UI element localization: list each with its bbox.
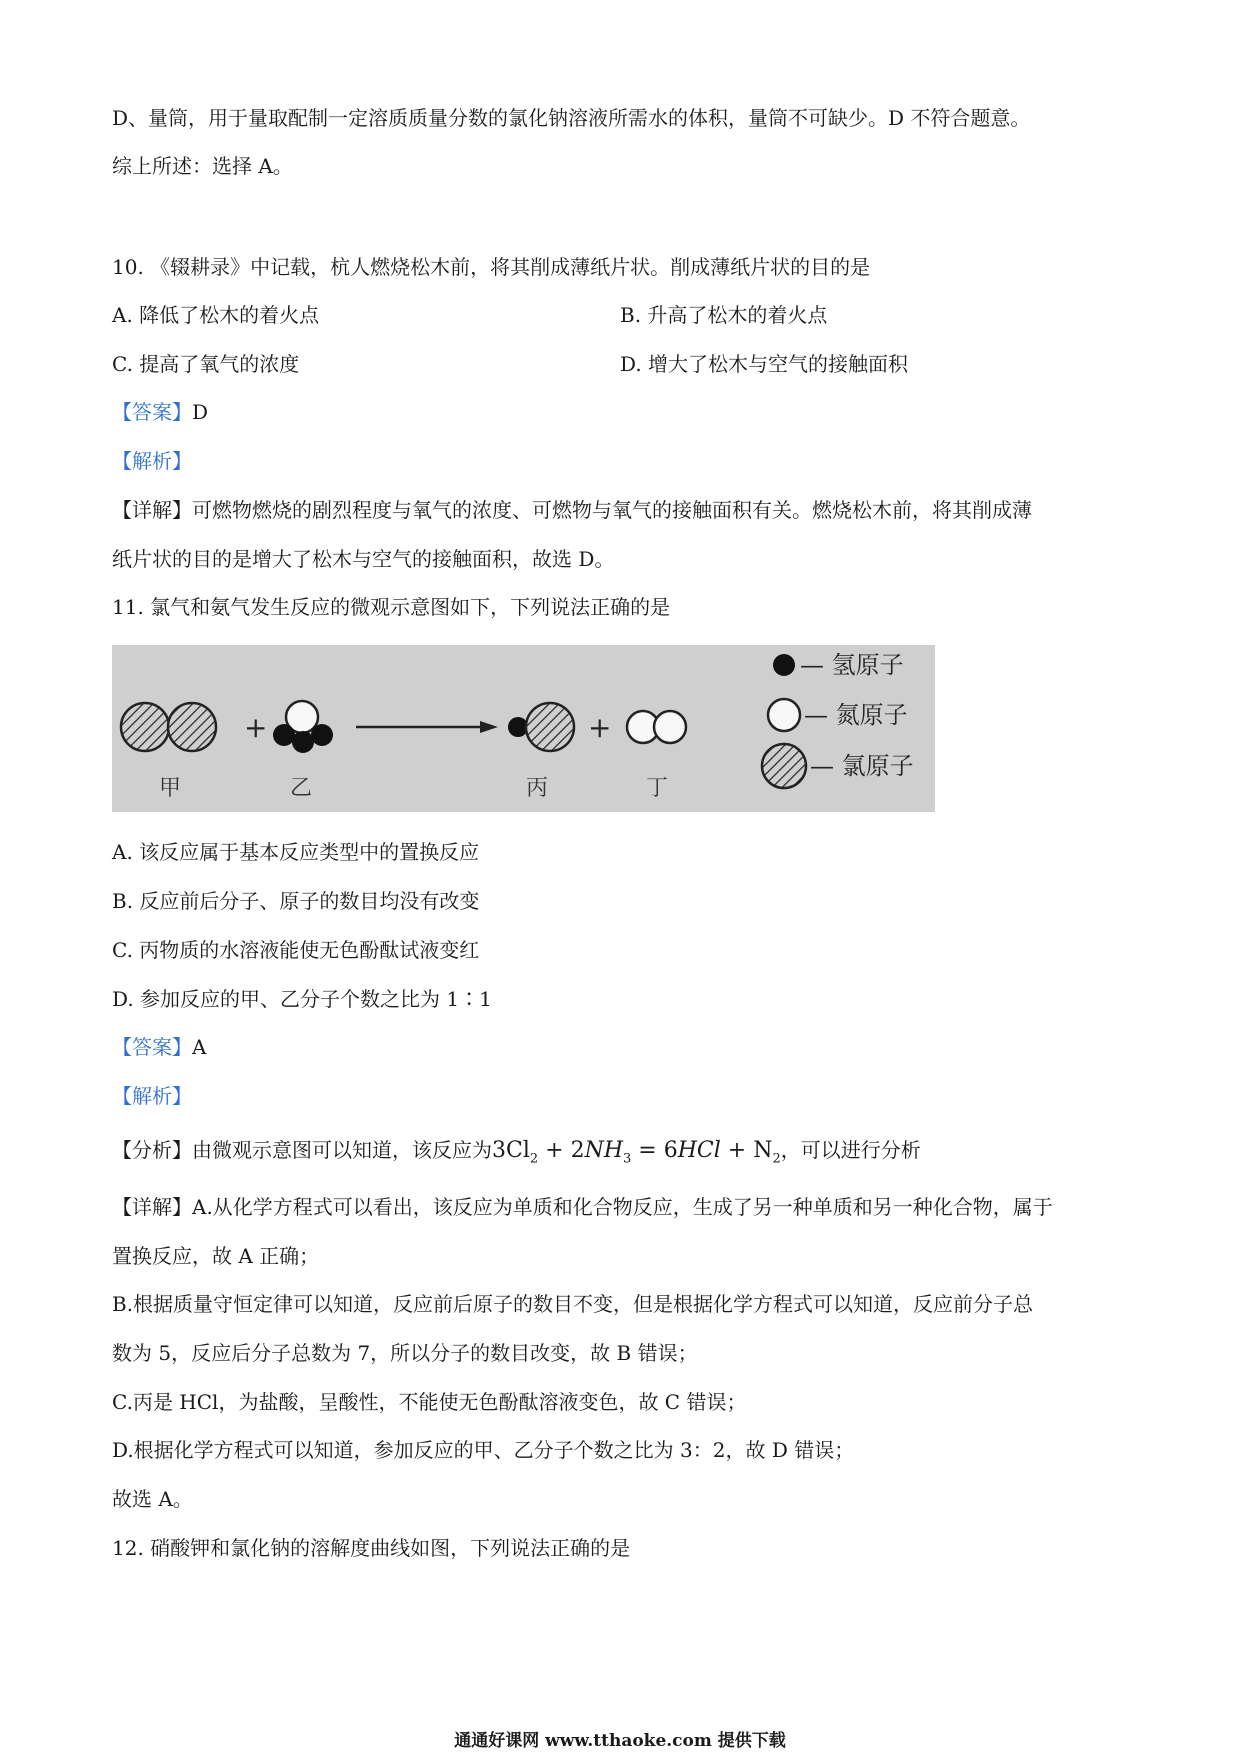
analysis-tag: 【解析】 (112, 1084, 192, 1108)
molecule-ding (627, 711, 686, 743)
q11-detail-b-line-2: 数为 5，反应后分子总数为 7，所以分子的数目改变，故 B 错误； (112, 1341, 698, 1365)
label-bing: 丙 (526, 776, 549, 801)
q10-answer (112, 398, 208, 426)
legend-chlorine: — 氯原子 (810, 752, 914, 780)
q12-stem: 12. 硝酸钾和氯化钠的溶解度曲线如图，下列说法正确的是 (112, 1536, 631, 1560)
q11-detail-d: D.根据化学方程式可以知道，参加反应的甲、乙分子个数之比为 3：2，故 D 错误； (112, 1438, 855, 1462)
q11-option-c: C. 丙物质的水溶液能使无色酚酞试液变红 (112, 938, 480, 962)
q11-detail-c: C.丙是 HCl，为盐酸，呈酸性，不能使无色酚酞溶液变色，故 C 错误； (112, 1390, 747, 1414)
q11-option-a: A. 该反应属于基本反应类型中的置换反应 (112, 840, 480, 864)
q10-stem: 10. 《辍耕录》中记载，杭人燃烧松木前，将其削成薄纸片状。削成薄纸片状的目的是 (112, 255, 871, 279)
q11-answer (112, 1033, 206, 1061)
q10-option-a: A. 降低了松木的着火点 (112, 303, 320, 327)
chemical-equation: $3Cl_2 + 2NH_3 = 6HCl + N_2$ (492, 1138, 781, 1167)
molecule-bing (508, 703, 574, 751)
q11-analysis-tag (112, 1082, 192, 1110)
q10-analysis-tag (112, 447, 192, 475)
q11-conclusion: 故选 A。 (112, 1487, 193, 1511)
q11-detail-b-line-1: B.根据质量守恒定律可以知道，反应前后原子的数目不变，但是根据化学方程式可以知道，反应前分子总 (112, 1292, 1034, 1316)
plus-sign-2: + (588, 711, 612, 744)
plus-sign-1: + (244, 711, 268, 744)
reaction-diagram (112, 645, 935, 812)
label-ding: 丁 (646, 776, 669, 801)
fenxi-post: ，可以进行分析 (780, 1138, 921, 1162)
reaction-arrow (356, 721, 498, 733)
q11-stem: 11. 氯气和氨气发生反应的微观示意图如下，下列说法正确的是 (112, 595, 671, 619)
molecule-jia (121, 703, 216, 751)
q11-option-d: D. 参加反应的甲、乙分子个数之比为 1∶1 (112, 987, 492, 1011)
analysis-tag: 【解析】 (112, 449, 192, 473)
answer-tag: 【答案】 (112, 400, 192, 424)
legend-nitrogen: — 氮原子 (804, 701, 908, 729)
q10-detail-line-2: 纸片状的目的是增大了松木与空气的接触面积，故选 D。 (112, 547, 615, 571)
q10-option-b: B. 升高了松木的着火点 (620, 303, 828, 327)
detail-tag: 【详解】 (112, 498, 192, 522)
answer-value: D (192, 400, 209, 424)
q11-option-b: B. 反应前后分子、原子的数目均没有改变 (112, 889, 480, 913)
answer-value: A (192, 1035, 207, 1059)
detail-text: 可燃物燃烧的剧烈程度与氧气的浓度、可燃物与氧气的接触面积有关。燃烧松木前，将其削成薄 (192, 498, 1032, 522)
label-jia: 甲 (159, 776, 182, 801)
q11-detail-a-line-1 (112, 1193, 1053, 1221)
q10-detail-line-1 (112, 496, 1032, 524)
legend-hydrogen: — 氢原子 (800, 651, 904, 679)
detail-tag: 【详解】 (112, 1195, 192, 1219)
legend (762, 651, 914, 788)
answer-tag: 【答案】 (112, 1035, 192, 1059)
label-yi: 乙 (290, 776, 313, 801)
fenxi-tag: 【分析】 (112, 1138, 192, 1162)
q11-fenxi (112, 1136, 921, 1173)
prev-option-d-explanation: D、量筒，用于量取配制一定溶质质量分数的氯化钠溶液所需水的体积，量筒不可缺少。D 不符合题意。 (112, 106, 1031, 130)
q10-option-c: C. 提高了氧气的浓度 (112, 352, 300, 376)
detail-text: A.从化学方程式可以看出，该反应为单质和化合物反应，生成了另一种单质和另一种化合物，属于 (192, 1195, 1053, 1219)
fenxi-pre: 由微观示意图可以知道，该反应为 (192, 1138, 492, 1162)
molecule-yi (273, 701, 333, 753)
page-footer: 通通好课网 www.tthaoke.com 提供下载 (454, 1731, 786, 1751)
q10-option-d: D. 增大了松木与空气的接触面积 (620, 352, 909, 376)
prev-summary: 综上所述：选择 A。 (112, 154, 293, 178)
q11-detail-a-line-2: 置换反应，故 A 正确； (112, 1244, 320, 1268)
